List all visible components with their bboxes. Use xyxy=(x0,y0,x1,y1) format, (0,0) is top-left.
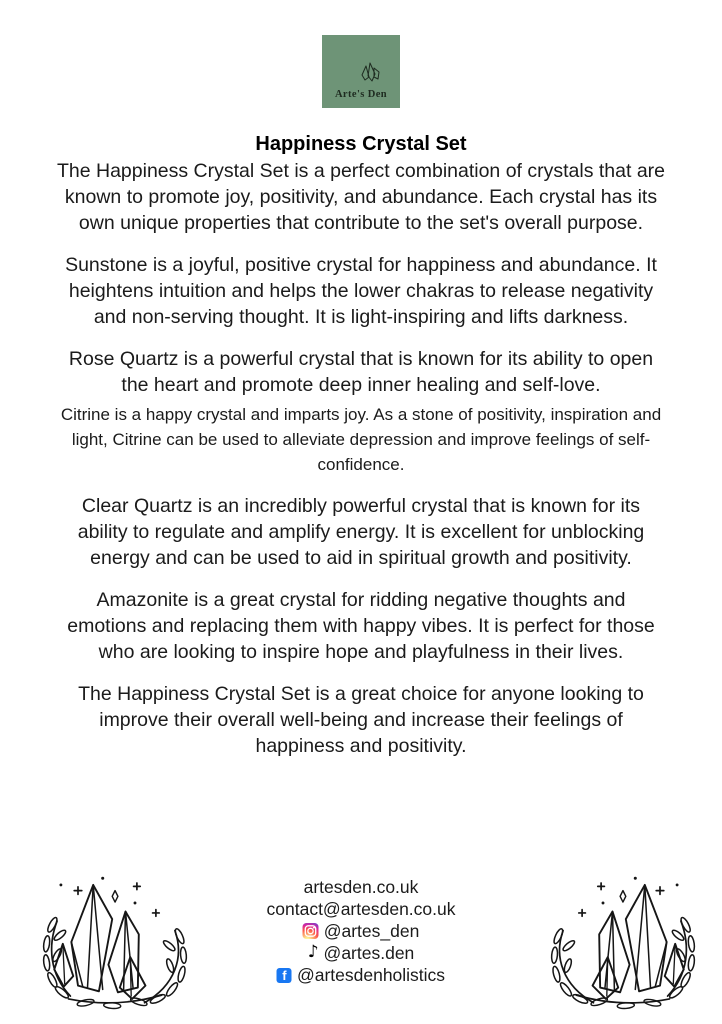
facebook-handle: @artesdenholistics xyxy=(296,965,446,985)
brand-name: Arte's Den xyxy=(334,89,388,100)
brand-logo xyxy=(322,35,400,108)
social-row-facebook xyxy=(267,964,456,986)
paragraph-amazonite: Amazonite is a great crystal for ridding negative thoughts and emotions and replacing them with happy vibes. It is perfect for those who are looking to inspire hope and playfulness in their lives. xyxy=(67,589,655,663)
crystal-cluster-illustration-left xyxy=(40,868,192,1013)
paragraph-sunstone: Sunstone is a joyful, positive crystal for happiness and abundance. It heightens intuition and helps the lower chakras to release negativity and non-serving thought. It is light-inspiring and lifts darkness. xyxy=(65,254,657,328)
crystal-cluster-illustration-right xyxy=(546,868,698,1013)
crescent-moon-with-crystals-icon xyxy=(322,35,400,108)
social-row-tiktok xyxy=(267,942,456,964)
instagram-handle: @artes_den xyxy=(323,921,420,941)
tiktok-handle: @artes.den xyxy=(323,943,415,963)
page-title: Happiness Crystal Set xyxy=(255,133,467,155)
social-row-instagram xyxy=(267,920,456,942)
document-body xyxy=(55,131,667,775)
paragraph-rose-quartz: Rose Quartz is a powerful crystal that is known for its ability to open the heart and promote deep inner healing and self-love. xyxy=(68,348,654,396)
paragraph-intro: The Happiness Crystal Set is a perfect combination of crystals that are known to promote joy, positivity, and abundance. Each crystal has its own unique properties that contribute to the set's overall purpose. xyxy=(56,160,666,234)
facebook-icon: f xyxy=(277,968,292,983)
tiktok-icon: ♪ xyxy=(307,941,319,962)
contact-email: contact@artesden.co.uk xyxy=(266,899,456,919)
paragraph-clear-quartz: Clear Quartz is an incredibly powerful crystal that is known for its ability to regulate and amplify energy. It is excellent for unblocking energy and can be used to aid in spiritual growth and positivity. xyxy=(77,495,645,569)
website-url: artesden.co.uk xyxy=(303,877,419,897)
paragraph-citrine: Citrine is a happy crystal and imparts joy. As a stone of positivity, inspiration and light, Citrine can be used to alleviate depression and improve feelings of self-confidence. xyxy=(60,405,662,474)
footer-contact-block xyxy=(267,876,456,986)
paragraph-conclusion: The Happiness Crystal Set is a great choice for anyone looking to improve their overall well-being and increase their feelings of happiness and positivity. xyxy=(78,683,644,757)
instagram-icon xyxy=(303,923,319,939)
